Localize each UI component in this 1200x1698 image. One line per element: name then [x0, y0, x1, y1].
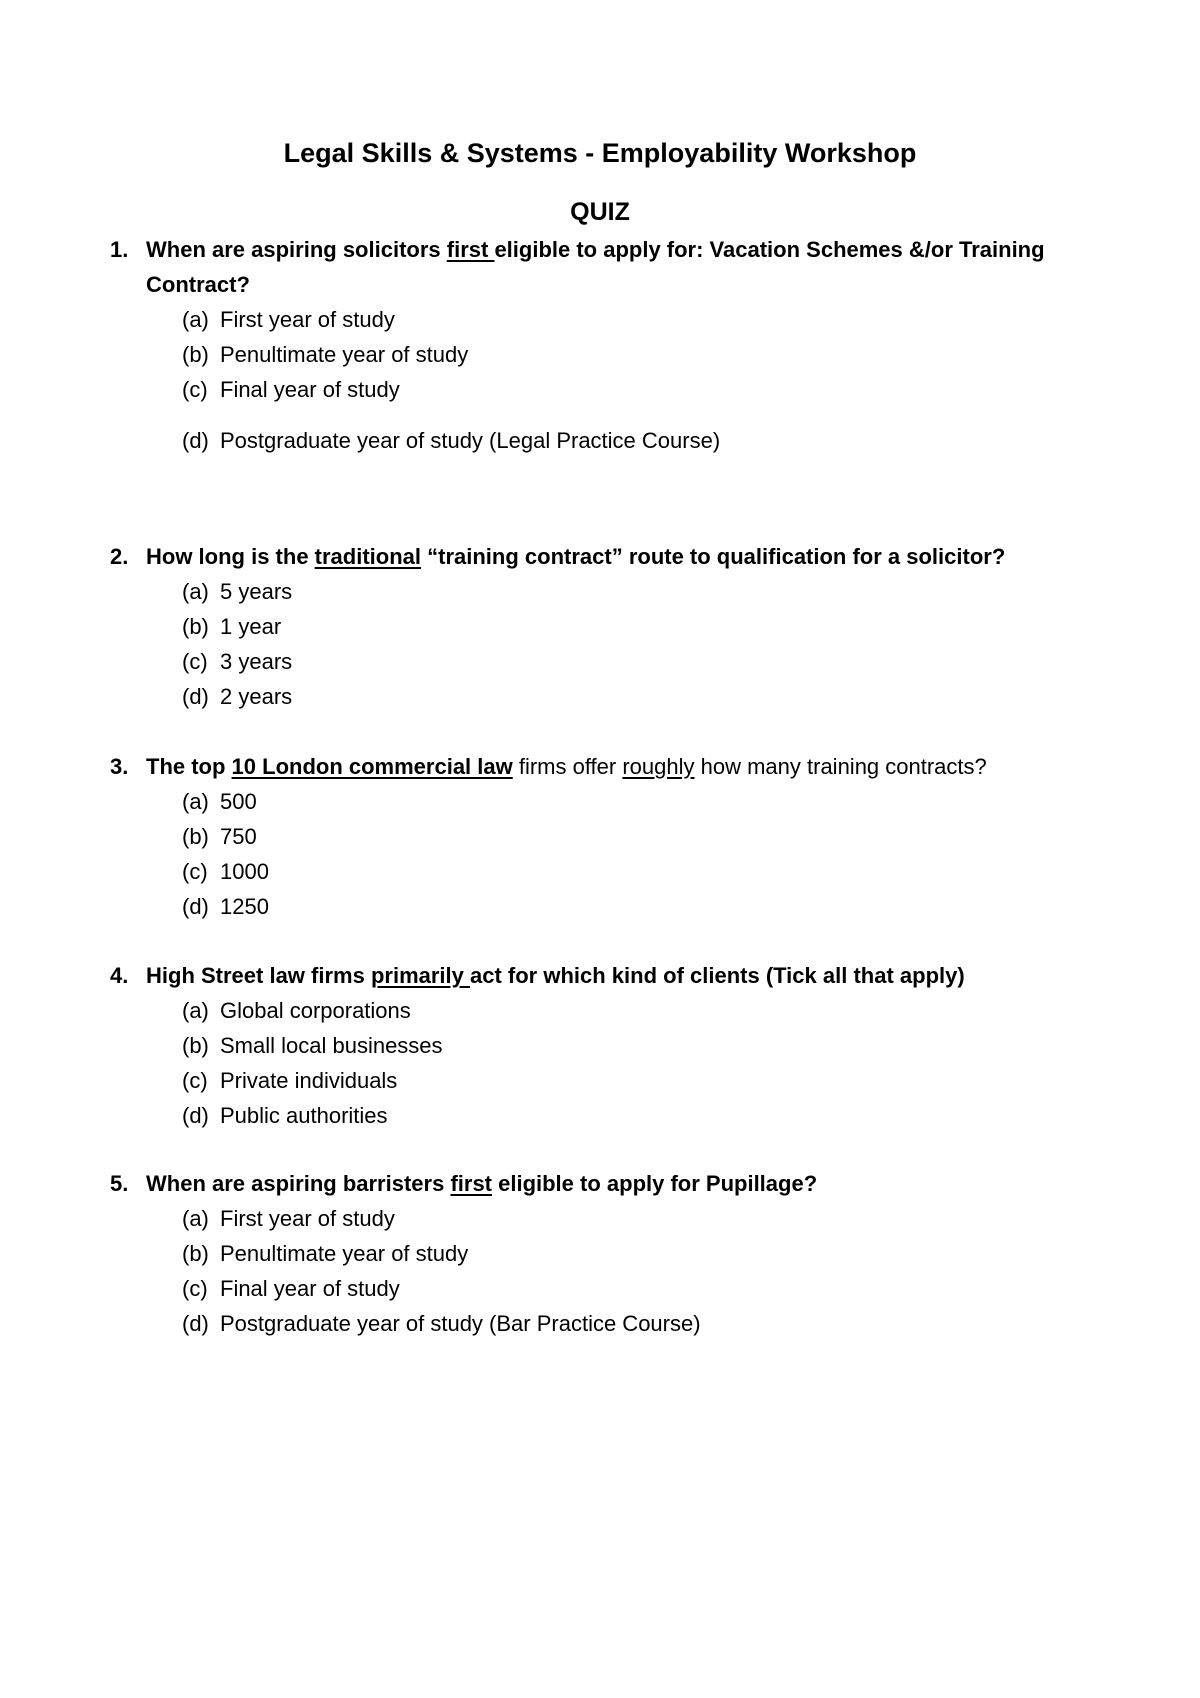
question-text-part: how many training contracts? — [694, 754, 987, 779]
option-text: Postgraduate year of study (Bar Practice Course) — [220, 1311, 701, 1336]
question-text-part: act for which kind of clients (Tick all that apply) — [470, 963, 965, 988]
question-text-part: “training contract” route to qualification for a solicitor? — [421, 544, 1006, 569]
question-3 — [110, 749, 1110, 924]
option-letter: (d) — [182, 894, 209, 919]
answer-option-d — [182, 1098, 1110, 1133]
question-number: 4. — [110, 963, 129, 988]
option-text: Penultimate year of study — [220, 1241, 469, 1266]
question-number: 3. — [110, 754, 129, 779]
question-text — [146, 539, 1110, 574]
option-letter: (a) — [182, 307, 209, 332]
option-letter: (a) — [182, 789, 209, 814]
question-1 — [110, 232, 1110, 458]
answer-options — [110, 574, 1110, 714]
option-letter: (d) — [182, 684, 209, 709]
question-text — [146, 232, 1110, 302]
question-text-part: When are aspiring solicitors — [146, 237, 447, 262]
option-letter: (c) — [182, 1276, 208, 1301]
answer-option-a — [182, 1201, 1110, 1236]
answer-option-c — [182, 854, 1110, 889]
option-text: First year of study — [220, 307, 395, 332]
option-text: Public authorities — [220, 1103, 388, 1128]
option-text: Penultimate year of study — [220, 342, 469, 367]
answer-options — [110, 784, 1110, 924]
quiz-heading: QUIZ — [570, 198, 630, 226]
answer-option-b — [182, 337, 1110, 372]
option-letter: (c) — [182, 649, 208, 674]
option-text: 1250 — [220, 894, 269, 919]
option-letter: (d) — [182, 1311, 209, 1336]
option-letter: (a) — [182, 998, 209, 1023]
option-text: 1000 — [220, 859, 269, 884]
answer-option-c — [182, 1063, 1110, 1098]
option-letter: (a) — [182, 1206, 209, 1231]
answer-option-c — [182, 644, 1110, 679]
question-4 — [110, 958, 1110, 1133]
answer-option-d — [182, 1306, 1110, 1341]
answer-option-a — [182, 302, 1110, 337]
question-text — [146, 958, 1110, 993]
answer-option-a — [182, 993, 1110, 1028]
option-letter: (a) — [182, 579, 209, 604]
question-number: 1. — [110, 237, 129, 262]
option-text: 3 years — [220, 649, 293, 674]
answer-option-c — [182, 1271, 1110, 1306]
option-letter: (b) — [182, 824, 209, 849]
option-letter: (c) — [182, 1068, 208, 1093]
question-emphasis: roughly — [622, 754, 695, 779]
answer-option-d — [182, 423, 1110, 458]
option-text: 750 — [220, 824, 257, 849]
question-text — [146, 1166, 1110, 1201]
option-text: Small local businesses — [220, 1033, 443, 1058]
question-emphasis: primarily — [370, 963, 470, 988]
question-2 — [110, 539, 1110, 714]
option-letter: (d) — [182, 1103, 209, 1128]
question-text-part: firms offer — [512, 754, 623, 779]
question-emphasis: first — [450, 1171, 492, 1196]
option-text: Global corporations — [220, 998, 411, 1023]
answer-option-d — [182, 889, 1110, 924]
question-number: 5. — [110, 1171, 129, 1196]
question-emphasis: traditional — [314, 544, 422, 569]
option-text: Postgraduate year of study (Legal Practice Course) — [220, 428, 721, 453]
answer-options — [110, 993, 1110, 1133]
question-text-part: High Street law firms — [146, 963, 371, 988]
document-title: Legal Skills & Systems - Employability Workshop — [283, 138, 917, 168]
answer-option-a — [182, 784, 1110, 819]
answer-option-d — [182, 679, 1110, 714]
answer-option-b — [182, 609, 1110, 644]
option-letter: (c) — [182, 377, 208, 402]
option-letter: (d) — [182, 428, 209, 453]
answer-option-b — [182, 1028, 1110, 1063]
option-text: 500 — [220, 789, 257, 814]
question-number: 2. — [110, 544, 129, 569]
question-text-part: How long is the — [146, 544, 315, 569]
option-text: 2 years — [220, 684, 293, 709]
option-text: 5 years — [220, 579, 293, 604]
option-letter: (b) — [182, 614, 209, 639]
option-letter: (c) — [182, 859, 208, 884]
option-text: 1 year — [220, 614, 282, 639]
option-letter: (b) — [182, 342, 209, 367]
answer-option-b — [182, 1236, 1110, 1271]
question-text-part: eligible to apply for Pupillage? — [492, 1171, 818, 1196]
answer-option-c — [182, 372, 1110, 407]
option-text: Final year of study — [220, 1276, 400, 1301]
answer-options — [110, 1201, 1110, 1341]
option-text: First year of study — [220, 1206, 395, 1231]
option-text: Private individuals — [220, 1068, 398, 1093]
question-5 — [110, 1166, 1110, 1341]
question-text — [146, 749, 1110, 784]
question-text-part: When are aspiring barristers — [146, 1171, 451, 1196]
option-letter: (b) — [182, 1241, 209, 1266]
question-emphasis: 10 London commercial law — [231, 754, 513, 779]
option-letter: (b) — [182, 1033, 209, 1058]
option-text: Final year of study — [220, 377, 400, 402]
question-emphasis: first — [446, 237, 495, 262]
question-text-part: The top — [146, 754, 232, 779]
question-text-part: eligible to apply for: Vacation Schemes &/or Training Contract? — [146, 237, 1045, 297]
answer-option-a — [182, 574, 1110, 609]
answer-options — [110, 302, 1110, 458]
answer-option-b — [182, 819, 1110, 854]
